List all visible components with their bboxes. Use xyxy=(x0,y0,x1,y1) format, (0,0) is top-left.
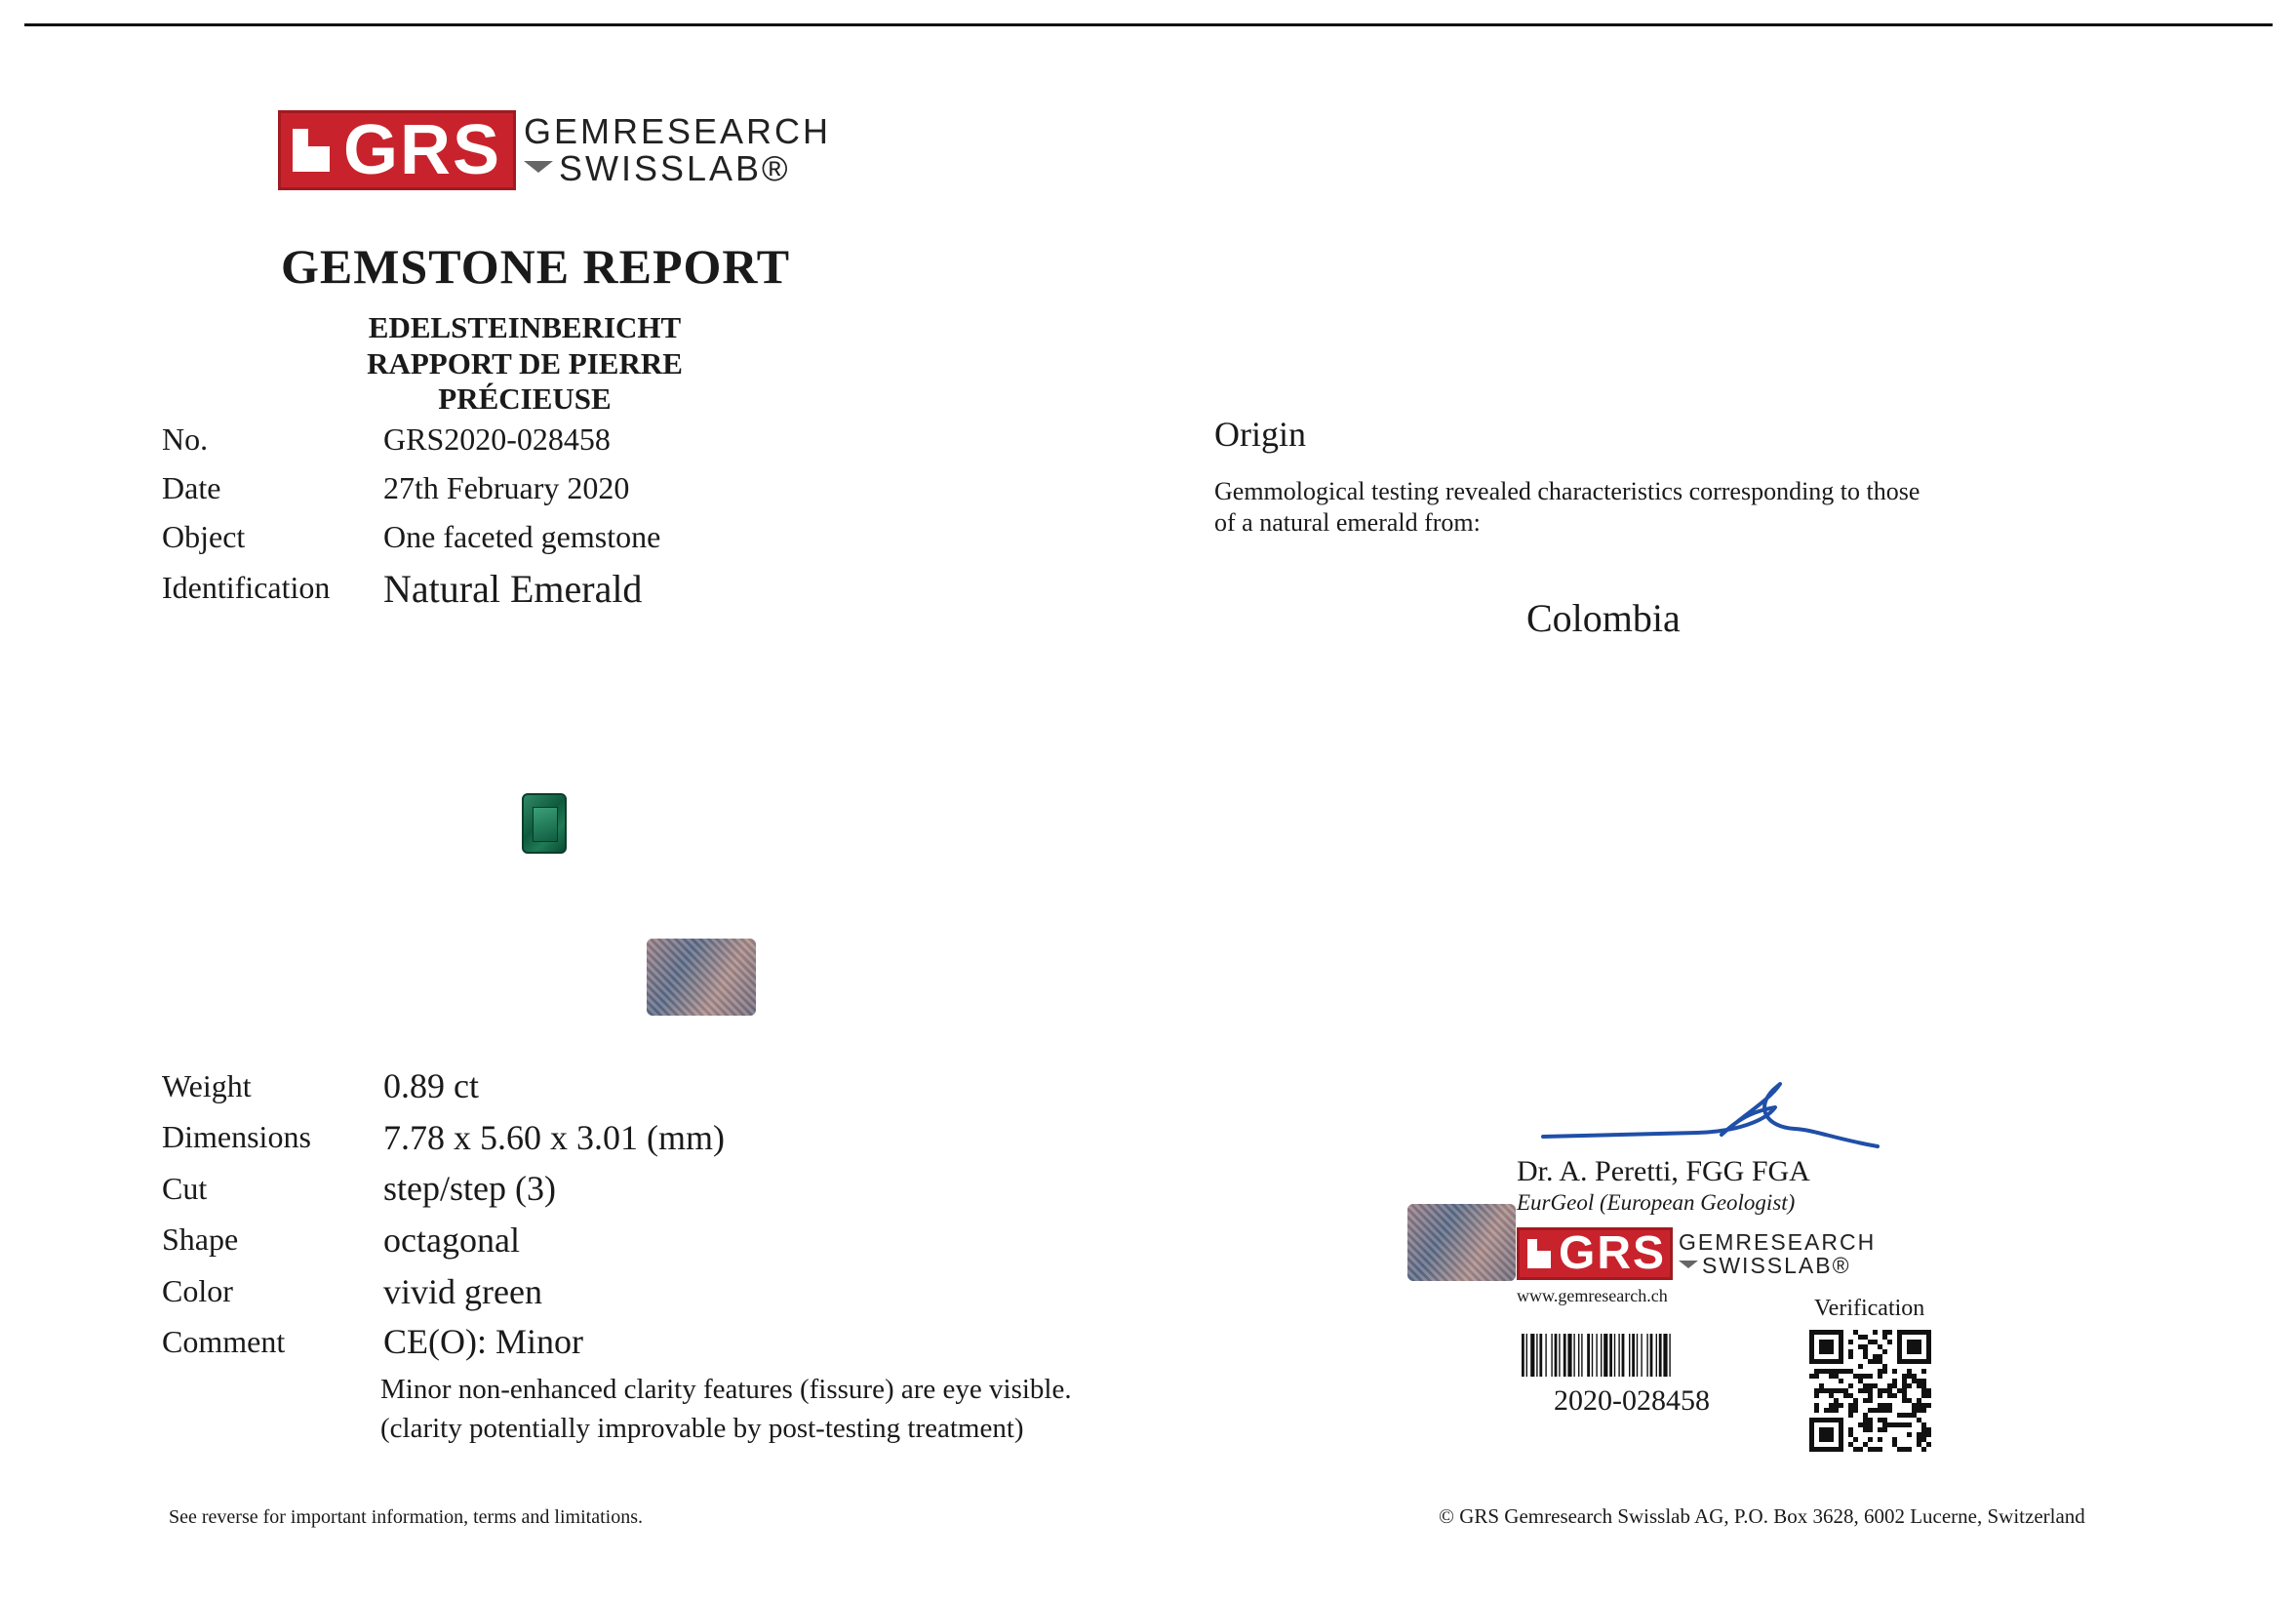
qr-module xyxy=(1868,1374,1873,1379)
qr-module xyxy=(1926,1427,1931,1432)
qr-module xyxy=(1878,1374,1882,1379)
qr-module xyxy=(1824,1388,1829,1393)
diamond-icon xyxy=(1679,1261,1698,1271)
barcode-bar xyxy=(1526,1334,1527,1377)
qr-module xyxy=(1868,1422,1873,1427)
qr-module xyxy=(1819,1340,1834,1354)
qr-module xyxy=(1863,1422,1868,1427)
verification-label: Verification xyxy=(1814,1296,1925,1321)
qr-module xyxy=(1892,1422,1897,1427)
barcode-bar xyxy=(1656,1334,1657,1377)
qr-module xyxy=(1853,1447,1858,1452)
qr-module xyxy=(1887,1408,1892,1413)
qr-module xyxy=(1878,1388,1882,1393)
qr-module xyxy=(1863,1388,1868,1393)
qr-module xyxy=(1882,1335,1887,1340)
barcode-bar xyxy=(1659,1334,1662,1377)
origin-heading: Origin xyxy=(1214,415,1306,454)
qr-module xyxy=(1878,1427,1882,1432)
cut-label: Cut xyxy=(162,1171,208,1206)
qr-module xyxy=(1848,1340,1853,1344)
barcode-bar xyxy=(1536,1334,1537,1377)
qr-module xyxy=(1887,1403,1892,1408)
qr-module xyxy=(1882,1349,1887,1354)
qr-module xyxy=(1809,1374,1814,1379)
qr-module xyxy=(1921,1432,1926,1437)
qr-module xyxy=(1848,1383,1853,1388)
qr-module xyxy=(1882,1418,1887,1422)
qr-module xyxy=(1863,1413,1868,1418)
qr-module xyxy=(1907,1413,1912,1418)
qr-module xyxy=(1921,1369,1926,1374)
qr-module xyxy=(1878,1359,1882,1364)
qr-module xyxy=(1882,1403,1887,1408)
no-label: No. xyxy=(162,421,209,457)
qr-module xyxy=(1921,1408,1926,1413)
barcode-bar xyxy=(1629,1334,1630,1377)
qr-module xyxy=(1917,1437,1921,1442)
qr-module xyxy=(1848,1432,1853,1437)
signature-scribble xyxy=(1541,1078,1892,1161)
qr-module xyxy=(1868,1427,1873,1432)
grs-logo-words xyxy=(524,113,831,187)
qr-module xyxy=(1907,1383,1912,1388)
comment-value: CE(O): Minor xyxy=(383,1322,583,1361)
qr-module xyxy=(1858,1422,1863,1427)
object-label: Object xyxy=(162,519,246,554)
qr-module xyxy=(1917,1379,1921,1383)
qr-module xyxy=(1902,1383,1907,1388)
qr-module xyxy=(1926,1388,1931,1393)
barcode-bar xyxy=(1663,1334,1667,1377)
logo-line2: SWISSLAB® xyxy=(559,148,791,188)
barcode-bar xyxy=(1622,1334,1625,1377)
qr-module xyxy=(1912,1408,1917,1413)
qr-module xyxy=(1902,1374,1907,1379)
qr-module xyxy=(1902,1379,1907,1383)
qr-module xyxy=(1814,1408,1819,1413)
qr-module xyxy=(1853,1408,1858,1413)
signature-stroke xyxy=(1543,1084,1878,1146)
date-label: Date xyxy=(162,470,221,505)
grs-logo-small-words xyxy=(1679,1230,1876,1277)
qr-module xyxy=(1873,1340,1878,1344)
barcode-bar xyxy=(1603,1334,1607,1377)
qr-module xyxy=(1878,1354,1882,1359)
verification-qr-code[interactable] xyxy=(1809,1330,1931,1452)
qr-module xyxy=(1858,1335,1863,1340)
qr-module xyxy=(1868,1359,1873,1364)
qr-module xyxy=(1853,1398,1858,1403)
qr-module xyxy=(1853,1330,1858,1335)
qr-module xyxy=(1921,1437,1926,1442)
color-label: Color xyxy=(162,1273,233,1308)
shape-value: octagonal xyxy=(383,1221,520,1260)
qr-module xyxy=(1814,1403,1819,1408)
qr-module xyxy=(1902,1422,1907,1427)
qr-module xyxy=(1834,1369,1839,1374)
qr-module xyxy=(1853,1403,1858,1408)
qr-module xyxy=(1917,1418,1921,1422)
qr-module xyxy=(1858,1379,1863,1383)
qr-module xyxy=(1873,1447,1878,1452)
origin-text-line2: of a natural emerald from: xyxy=(1214,508,1481,537)
qr-module xyxy=(1921,1427,1926,1432)
qr-module xyxy=(1824,1369,1829,1374)
qr-module xyxy=(1887,1383,1892,1388)
grs-logo xyxy=(278,110,831,190)
barcode-bar xyxy=(1632,1334,1635,1377)
qr-module xyxy=(1912,1374,1917,1379)
qr-module xyxy=(1848,1393,1853,1398)
barcode-bar xyxy=(1596,1334,1597,1377)
color-value: vivid green xyxy=(383,1272,542,1311)
qr-module xyxy=(1902,1398,1907,1403)
website-url: www.gemresearch.ch xyxy=(1517,1286,1668,1305)
qr-module xyxy=(1863,1349,1868,1354)
qr-module xyxy=(1868,1388,1873,1393)
qr-module xyxy=(1868,1398,1873,1403)
qr-module xyxy=(1907,1374,1912,1379)
qr-module xyxy=(1848,1427,1853,1432)
qr-module xyxy=(1892,1383,1897,1388)
barcode-bar xyxy=(1578,1334,1579,1377)
qr-module xyxy=(1882,1369,1887,1374)
qr-module xyxy=(1863,1344,1868,1349)
hologram-sticker xyxy=(647,939,756,1016)
qr-module xyxy=(1848,1369,1853,1374)
qr-module xyxy=(1814,1388,1819,1393)
qr-module xyxy=(1834,1403,1839,1408)
footer-copyright: © GRS Gemresearch Swisslab AG, P.O. Box 3628, 6002 Lucerne, Switzerland xyxy=(1439,1504,2085,1528)
qr-module xyxy=(1887,1330,1892,1335)
qr-module xyxy=(1912,1413,1917,1418)
weight-value: 0.89 ct xyxy=(383,1066,479,1105)
qr-module xyxy=(1868,1383,1873,1388)
qr-module xyxy=(1882,1364,1887,1369)
qr-module xyxy=(1829,1403,1834,1408)
signer-name: Dr. A. Peretti, FGG FGA xyxy=(1517,1155,1810,1187)
barcode-bar xyxy=(1609,1334,1612,1377)
qr-module xyxy=(1921,1403,1926,1408)
signer-title: EurGeol (European Geologist) xyxy=(1517,1190,1796,1215)
qr-module xyxy=(1819,1369,1824,1374)
qr-module xyxy=(1882,1427,1887,1432)
logo-small-line2: SWISSLAB® xyxy=(1702,1253,1851,1278)
qr-module xyxy=(1863,1335,1868,1340)
qr-module xyxy=(1917,1398,1921,1403)
qr-module xyxy=(1882,1408,1887,1413)
qr-module xyxy=(1829,1369,1834,1374)
qr-module xyxy=(1834,1398,1839,1403)
barcode-bar xyxy=(1559,1334,1560,1377)
qr-module xyxy=(1858,1447,1863,1452)
qr-module xyxy=(1887,1388,1892,1393)
qr-module xyxy=(1907,1398,1912,1403)
qr-module xyxy=(1824,1408,1829,1413)
qr-module xyxy=(1868,1408,1873,1413)
qr-module xyxy=(1917,1408,1921,1413)
qr-module xyxy=(1814,1393,1819,1398)
cut-value: step/step (3) xyxy=(383,1169,556,1208)
qr-module xyxy=(1907,1369,1912,1374)
identification-label: Identification xyxy=(162,570,331,605)
qr-module xyxy=(1887,1422,1892,1427)
qr-module xyxy=(1921,1422,1926,1427)
qr-module xyxy=(1858,1344,1863,1349)
qr-module xyxy=(1868,1437,1873,1442)
qr-module xyxy=(1926,1393,1931,1398)
gemstone-table-facet xyxy=(533,807,558,842)
qr-module xyxy=(1878,1369,1882,1374)
qr-module xyxy=(1873,1330,1878,1335)
qr-module xyxy=(1892,1393,1897,1398)
qr-module xyxy=(1873,1408,1878,1413)
qr-module xyxy=(1878,1344,1882,1349)
top-rule xyxy=(24,23,2273,26)
logo-line1: GEMRESEARCH xyxy=(524,111,832,152)
qr-module xyxy=(1839,1369,1843,1374)
barcode-bar xyxy=(1618,1334,1619,1377)
qr-module xyxy=(1882,1388,1887,1393)
qr-module xyxy=(1878,1418,1882,1422)
qr-module xyxy=(1843,1393,1848,1398)
qr-module xyxy=(1863,1374,1868,1379)
qr-module xyxy=(1848,1408,1853,1413)
report-title: GEMSTONE REPORT xyxy=(281,239,791,294)
qr-module xyxy=(1902,1447,1907,1452)
dimensions-value: 7.78 x 5.60 x 3.01 (mm) xyxy=(383,1118,725,1157)
qr-module xyxy=(1926,1432,1931,1437)
barcode-bar xyxy=(1614,1334,1615,1377)
qr-module xyxy=(1819,1388,1824,1393)
qr-module xyxy=(1897,1413,1902,1418)
identification-value: Natural Emerald xyxy=(383,567,643,611)
barcode-bar xyxy=(1637,1334,1638,1377)
qr-module xyxy=(1907,1447,1912,1452)
qr-module xyxy=(1907,1340,1921,1354)
shape-label: Shape xyxy=(162,1222,239,1257)
qr-module xyxy=(1819,1427,1834,1442)
qr-module xyxy=(1926,1442,1931,1447)
qr-module xyxy=(1834,1408,1839,1413)
report-title-german: EDELSTEINBERICHT xyxy=(368,310,682,344)
comment-note-1: Minor non-enhanced clarity features (fissure) are eye visible. xyxy=(380,1374,1072,1405)
qr-module xyxy=(1892,1437,1897,1442)
qr-module xyxy=(1926,1403,1931,1408)
qr-module xyxy=(1863,1418,1868,1422)
qr-module xyxy=(1897,1388,1902,1393)
qr-module xyxy=(1814,1374,1819,1379)
qr-module xyxy=(1814,1369,1819,1374)
logo-small-line1: GEMRESEARCH xyxy=(1679,1228,1877,1255)
qr-module xyxy=(1902,1413,1907,1418)
qr-module xyxy=(1863,1427,1868,1432)
qr-module xyxy=(1878,1437,1882,1442)
qr-module xyxy=(1902,1393,1907,1398)
qr-module xyxy=(1907,1422,1912,1427)
barcode-bar xyxy=(1551,1334,1552,1377)
barcode-bar xyxy=(1522,1334,1524,1377)
origin-country: Colombia xyxy=(1526,596,1681,640)
grs-logo-text: GRS xyxy=(343,111,502,189)
weight-label: Weight xyxy=(162,1068,252,1103)
no-value: GRS2020-028458 xyxy=(383,421,611,457)
qr-module xyxy=(1917,1442,1921,1447)
qr-module xyxy=(1873,1354,1878,1359)
barcode xyxy=(1522,1334,1765,1377)
qr-module xyxy=(1848,1349,1853,1354)
footer-disclaimer: See reverse for important information, terms and limitations. xyxy=(169,1506,643,1528)
qr-module xyxy=(1863,1354,1868,1359)
qr-module xyxy=(1834,1388,1839,1393)
qr-module xyxy=(1858,1364,1863,1369)
barcode-number: 2020-028458 xyxy=(1554,1384,1710,1417)
qr-module xyxy=(1917,1383,1921,1388)
qr-module xyxy=(1878,1393,1882,1398)
qr-module xyxy=(1839,1388,1843,1393)
diamond-icon xyxy=(524,161,553,177)
dimensions-label: Dimensions xyxy=(162,1119,311,1154)
grs-logo-small xyxy=(1517,1227,1876,1280)
barcode-bar xyxy=(1650,1334,1653,1377)
qr-module xyxy=(1858,1388,1863,1393)
qr-module xyxy=(1892,1379,1897,1383)
qr-module xyxy=(1921,1388,1926,1393)
date-value: 27th February 2020 xyxy=(383,470,630,505)
qr-module xyxy=(1912,1379,1917,1383)
barcode-bar xyxy=(1545,1334,1546,1377)
grs-logo-small-text: GRS xyxy=(1559,1227,1667,1279)
qr-module xyxy=(1848,1442,1853,1447)
qr-module xyxy=(1897,1422,1902,1427)
qr-module xyxy=(1853,1374,1858,1379)
gemstone-photo xyxy=(522,793,567,854)
qr-module xyxy=(1829,1374,1834,1379)
qr-module xyxy=(1887,1340,1892,1344)
qr-module xyxy=(1921,1383,1926,1388)
origin-text xyxy=(1214,476,2014,539)
barcode-bar xyxy=(1587,1334,1590,1377)
qr-module xyxy=(1897,1447,1902,1452)
qr-module xyxy=(1882,1330,1887,1335)
qr-module xyxy=(1863,1383,1868,1388)
qr-module xyxy=(1873,1359,1878,1364)
qr-module xyxy=(1887,1393,1892,1398)
qr-module xyxy=(1829,1388,1834,1393)
qr-module xyxy=(1878,1403,1882,1408)
qr-module xyxy=(1848,1354,1853,1359)
qr-module xyxy=(1829,1393,1834,1398)
barcode-bar xyxy=(1641,1334,1642,1377)
qr-module xyxy=(1912,1403,1917,1408)
qr-module xyxy=(1863,1398,1868,1403)
barcode-bar xyxy=(1646,1334,1647,1377)
barcode-bar xyxy=(1669,1334,1670,1377)
qr-module xyxy=(1868,1393,1873,1398)
comment-label: Comment xyxy=(162,1324,286,1359)
qr-module xyxy=(1921,1379,1926,1383)
qr-module xyxy=(1921,1447,1926,1452)
qr-module xyxy=(1917,1432,1921,1437)
comment-note-2: (clarity potentially improvable by post-testing treatment) xyxy=(380,1413,1024,1444)
swiss-cross-icon xyxy=(293,129,330,172)
qr-module xyxy=(1873,1383,1878,1388)
barcode-bar xyxy=(1564,1334,1566,1377)
barcode-bar xyxy=(1573,1334,1574,1377)
grs-logo-mark xyxy=(278,110,516,190)
qr-module xyxy=(1839,1379,1843,1383)
qr-module xyxy=(1858,1374,1863,1379)
barcode-bar xyxy=(1555,1334,1558,1377)
swiss-cross-icon xyxy=(1527,1239,1551,1268)
grs-logo-small-mark xyxy=(1517,1227,1673,1280)
qr-module xyxy=(1868,1447,1873,1452)
origin-text-line1: Gemmological testing revealed characteristics corresponding to those xyxy=(1214,477,1920,505)
qr-module xyxy=(1878,1447,1882,1452)
barcode-bar xyxy=(1581,1334,1582,1377)
qr-module xyxy=(1868,1340,1873,1344)
qr-module xyxy=(1921,1393,1926,1398)
qr-module xyxy=(1829,1408,1834,1413)
hologram-sticker-2 xyxy=(1407,1204,1516,1281)
qr-module xyxy=(1839,1403,1843,1408)
qr-module xyxy=(1819,1383,1824,1388)
qr-module xyxy=(1878,1408,1882,1413)
barcode-bar xyxy=(1539,1334,1542,1377)
qr-module xyxy=(1892,1369,1897,1374)
object-value: One faceted gemstone xyxy=(383,519,661,554)
barcode-bar xyxy=(1530,1334,1534,1377)
qr-module xyxy=(1902,1388,1907,1393)
qr-module xyxy=(1843,1369,1848,1374)
barcode-bar xyxy=(1601,1334,1602,1377)
qr-module xyxy=(1834,1374,1839,1379)
qr-module xyxy=(1853,1437,1858,1442)
qr-module xyxy=(1863,1442,1868,1447)
report-title-french: RAPPORT DE PIERRE PRÉCIEUSE xyxy=(367,346,683,416)
qr-module xyxy=(1843,1388,1848,1393)
qr-module xyxy=(1868,1418,1873,1422)
qr-module xyxy=(1848,1403,1853,1408)
qr-module xyxy=(1907,1432,1912,1437)
qr-module xyxy=(1917,1403,1921,1408)
qr-module xyxy=(1892,1442,1897,1447)
barcode-bar xyxy=(1592,1334,1593,1377)
qr-module xyxy=(1848,1413,1853,1418)
barcode-bar xyxy=(1567,1334,1571,1377)
qr-module xyxy=(1882,1422,1887,1427)
